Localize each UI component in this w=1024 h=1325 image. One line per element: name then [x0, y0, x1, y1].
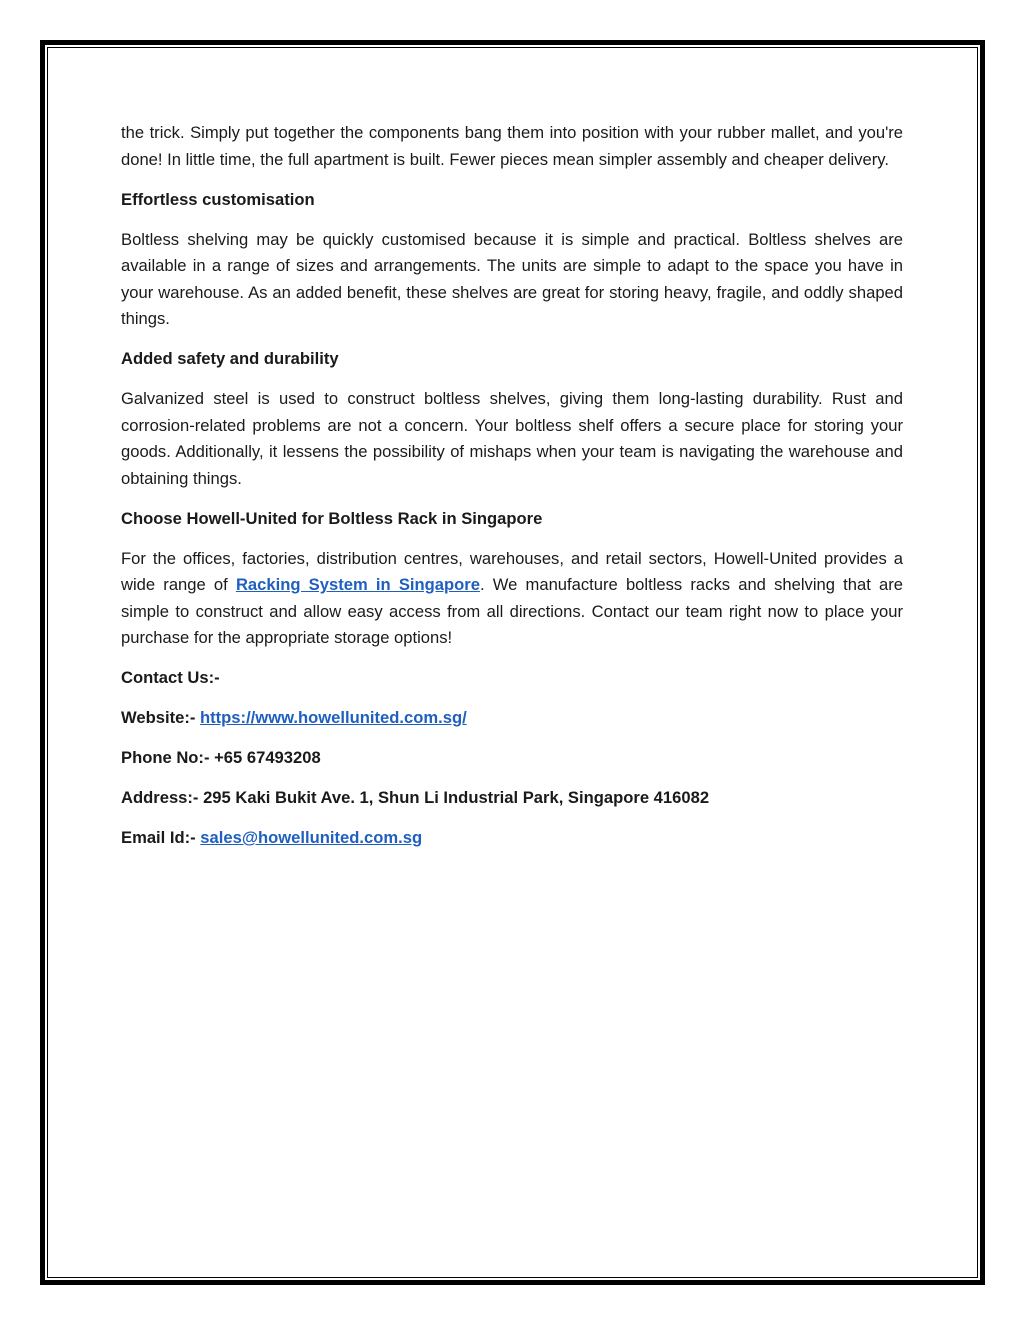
section-heading-safety: Added safety and durability: [121, 349, 339, 368]
section-body-customisation: Boltless shelving may be quickly customised because it is simple and practical. Boltless shelves are available in a range of sizes and arrangements. The units are simple to adapt to the space you have in your warehouse. As an added benefit, these shelves are great for storing heavy, fragile, and oddly shaped things.: [121, 229, 903, 328]
contact-email: [121, 825, 903, 852]
choose-text-before-link: For the offices, factories, distribution centres, warehouses, and retail sectors, Howell-United provides a wide range of: [121, 548, 903, 594]
section-heading-choose: Choose Howell-United for Boltless Rack in Singapore: [121, 508, 543, 528]
website-label: Website:-: [121, 708, 200, 727]
contact-website: [121, 705, 903, 732]
contact-address: [121, 785, 903, 812]
section-heading-customisation: Effortless customisation: [121, 189, 315, 209]
contact-phone: [121, 745, 903, 772]
phone-label: Phone No:-: [121, 748, 215, 767]
document-body: [121, 120, 903, 865]
email-link[interactable]: sales@howellunited.com.sg: [200, 828, 423, 847]
intro-paragraph: the trick. Simply put together the components bang them into position with your rubber mallet, and you're done! In little time, the full apartment is built. Fewer pieces mean simpler assembly and cheaper delivery.: [121, 123, 903, 169]
section-body-choose: [121, 546, 903, 652]
phone-value: +65 67493208: [214, 748, 321, 767]
address-value: 295 Kaki Bukit Ave. 1, Shun Li Industrial Park, Singapore 416082: [203, 788, 710, 807]
email-label: Email Id:-: [121, 828, 201, 847]
choose-text-after-link: . We manufacture boltless racks and shelving that are simple to construct and allow easy access from all directions. Contact our team right now to place your purchase for the appropriate storage options!: [121, 575, 903, 647]
racking-system-link[interactable]: Racking System in Singapore: [235, 575, 480, 594]
website-link[interactable]: https://www.howellunited.com.sg/: [199, 708, 467, 727]
address-label: Address:-: [121, 788, 204, 807]
contact-heading: Contact Us:-: [121, 668, 220, 687]
section-body-safety: Galvanized steel is used to construct boltless shelves, giving them long-lasting durability. Rust and corrosion-related problems are not a concern. Your boltless shelf offers a secure place for storing your goods. Additionally, it lessens the possibility of mishaps when your team is navigating the warehouse and obtaining things.: [121, 389, 903, 488]
